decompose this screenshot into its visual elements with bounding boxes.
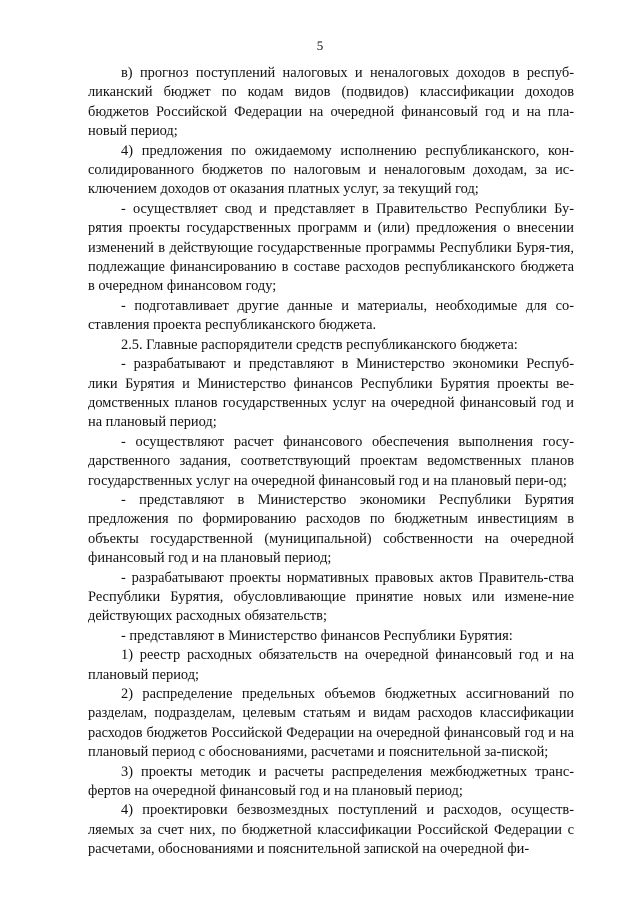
- paragraph-state-programs: - осуществляет свод и представляет в Правительство Республики Бу-рятия проекты государственных программ и (или) предложения о внесении изменений в действующие государственные программы Республики Буря-тия, подлежащие финансированию в составе расходов республиканского бюджета в очередном финансовом году;: [88, 200, 574, 295]
- paragraph-state-assignment: - осуществляют расчет финансового обеспечения выполнения госу-дарственного задания, соответствующий проектам ведомственных планов государственных услуг на очередной финансовый год и на плановый пери-од;: [88, 433, 574, 489]
- paragraph-section-2-5: 2.5. Главные распорядители средств республиканского бюджета:: [121, 336, 518, 353]
- paragraph-departmental-plans: - разрабатывают и представляют в Министерство экономики Респуб-лики Бурятия и Министерство финансов Республики Бурятия проекты ве-домственных планов государственных услуг на очередной финансовый год и на плановый период;: [88, 356, 574, 431]
- paragraph-transfer-methods: 3) проекты методик и расчеты распределения межбюджетных транс-фертов на очередной финансовый год и на плановый период;: [88, 763, 574, 800]
- page-number: 5: [316, 38, 324, 53]
- paragraph-other-materials: - подготавливает другие данные и материалы, необходимые для со-ставления проекта республиканского бюджета.: [88, 297, 574, 334]
- paragraph-allocation-limits: 2) распределение предельных объемов бюджетных ассигнований по разделам, подразделам, целевым статьям и видам расходов классификации расходов бюджетов Российской Федерации на очередной финансовый год и на плановый период с обоснованиями, расчетами и пояснительной за-пиской;: [88, 686, 574, 761]
- paragraph-obligations-register: 1) реестр расходных обязательств на очередной финансовый год и на плановый период;: [88, 647, 574, 683]
- paragraph-expected-execution: 4) предложения по ожидаемому исполнению республиканского, кон-солидированного бюджетов по налоговым и неналоговым доходам, за ис-ключением доходов от оказания платных услуг, за текущий год;: [88, 142, 574, 198]
- paragraph-budget-investments: - представляют в Министерство экономики Республики Бурятия предложения по формированию расходов по бюджетным инвестициям в объекты государственной (муниципальной) собственности на очередной финансовый год и на плановый период;: [88, 491, 574, 567]
- paragraph-free-receipts: 4) проектировки безвозмездных поступлений и расходов, осуществ-ляемых за счет них, по бюджетной классификации Российской Федерации с расчетами, обоснованиями и пояснительной запиской на очередной фи-: [88, 802, 574, 858]
- paragraph-submit-to-ministry: - представляют в Министерство финансов Республики Бурятия:: [121, 627, 513, 644]
- document-body: [88, 64, 574, 860]
- paragraph-regulatory-acts: - разрабатывают проекты нормативных правовых актов Правитель-ства Республики Бурятия, обусловливающие принятие новых или измене-ние действующих расходных обязательств;: [88, 569, 574, 625]
- paragraph-revenue-forecast: в) прогноз поступлений налоговых и неналоговых доходов в респуб-ликанский бюджет по кодам видов (подвидов) классификации доходов бюджетов Российской Федерации на очередной финансовый год и на пла-новый период;: [88, 65, 574, 140]
